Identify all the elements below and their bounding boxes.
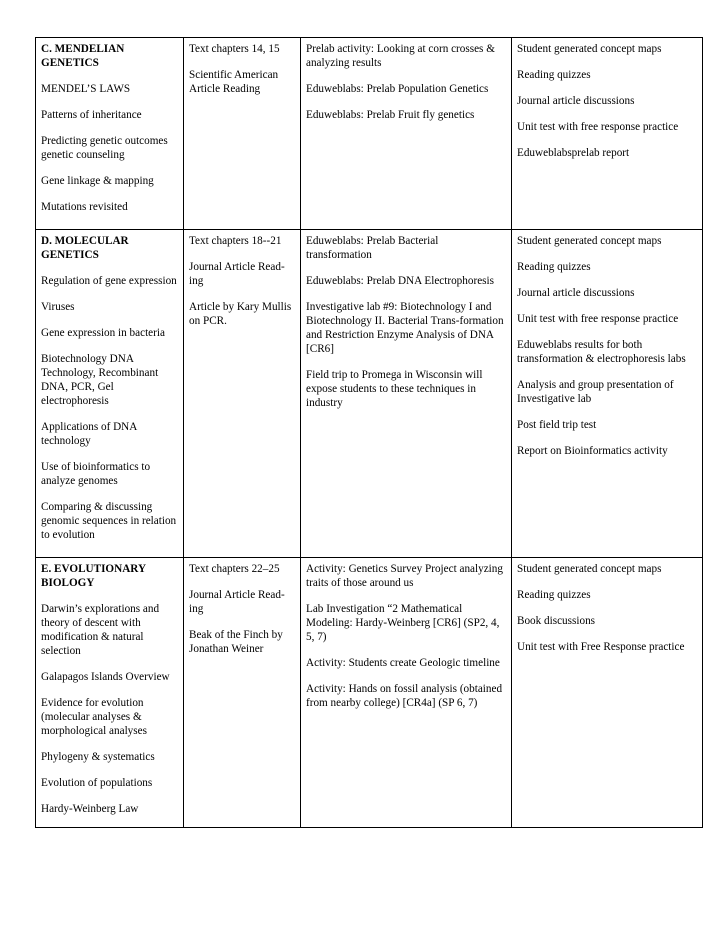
- assessment-item: Reading quizzes: [517, 589, 591, 601]
- topic-item: Regulation of gene expression: [41, 275, 177, 287]
- assessment-item: Post field trip test: [517, 419, 597, 431]
- assessment-item: Unit test with free response practice: [517, 313, 679, 325]
- topics-cell: [36, 230, 184, 558]
- assessment-item: Analysis and group presentation of Investigative lab: [517, 379, 674, 405]
- assessment-item: Reading quizzes: [517, 261, 591, 273]
- readings-cell: [184, 38, 301, 230]
- activitie-item: Eduweblabs: Prelab Fruit fly genetics: [306, 109, 475, 121]
- unit-row: [36, 38, 703, 230]
- reading-item: Text chapters 18--21: [189, 235, 282, 247]
- unit-title: D. MOLECULAR GENETICS: [41, 235, 129, 261]
- topics-cell: [36, 38, 184, 230]
- topic-item: Applications of DNA technology: [41, 421, 137, 447]
- assessment-item: Eduweblabsprelab report: [517, 147, 630, 159]
- topic-item: Phylogeny & systematics: [41, 751, 155, 763]
- activities-cell: [301, 230, 512, 558]
- assessment-item: Student generated concept maps: [517, 43, 662, 55]
- reading-item: Text chapters 14, 15: [189, 43, 280, 55]
- reading-item: Article by Kary Mullis on PCR.: [189, 301, 292, 327]
- activitie-item: Prelab activity: Looking at corn crosses & analyzing results: [306, 43, 495, 69]
- assessment-item: Student generated concept maps: [517, 235, 662, 247]
- topic-item: Galapagos Islands Overview: [41, 671, 170, 683]
- activitie-item: Eduweblabs: Prelab Bacterial transformation: [306, 235, 439, 261]
- topic-item: Comparing & discussing genomic sequences in relation to evolution: [41, 501, 177, 541]
- activities-cell: [301, 558, 512, 828]
- readings-cell: [184, 230, 301, 558]
- assessment-item: Unit test with free response practice: [517, 121, 679, 133]
- readings-cell: [184, 558, 301, 828]
- reading-item: Scientific American Article Reading: [189, 69, 279, 95]
- unit-row: [36, 558, 703, 828]
- assessments-cell: [512, 230, 703, 558]
- assessment-item: Reading quizzes: [517, 69, 591, 81]
- reading-item: Journal Article Read-ing: [189, 589, 285, 615]
- assessments-cell: [512, 38, 703, 230]
- topic-item: Patterns of inheritance: [41, 109, 142, 121]
- activitie-item: Investigative lab #9: Biotechnology I and Biotechnology II. Bacterial Trans-formation and Restriction Enzyme Analysis of DNA [CR6]: [306, 301, 504, 355]
- topic-item: Mutations revisited: [41, 201, 128, 213]
- assessment-item: Journal article discussions: [517, 95, 635, 107]
- activitie-item: Field trip to Promega in Wisconsin will expose students to these techniques in industry: [306, 369, 483, 409]
- activitie-item: Activity: Students create Geologic timeline: [306, 657, 500, 669]
- activitie-item: Lab Investigation “2 Mathematical Modeling: Hardy-Weinberg [CR6] (SP2, 4, 5, 7): [306, 603, 500, 643]
- topic-item: Evolution of populations: [41, 777, 153, 789]
- unit-row: [36, 230, 703, 558]
- topic-item: Evidence for evolution (molecular analyses & morphological analyses: [41, 697, 147, 737]
- topic-item: Viruses: [41, 301, 75, 313]
- topics-cell: [36, 558, 184, 828]
- topic-item: MENDEL’S LAWS: [41, 83, 131, 95]
- activitie-item: Eduweblabs: Prelab Population Genetics: [306, 83, 489, 95]
- reading-item: Journal Article Read-ing: [189, 261, 285, 287]
- activitie-item: Activity: Genetics Survey Project analyzing traits of those around us: [306, 563, 503, 589]
- reading-item: Text chapters 22–25: [189, 563, 280, 575]
- reading-item: Beak of the Finch by Jonathan Weiner: [189, 629, 283, 655]
- topic-item: Gene linkage & mapping: [41, 175, 154, 187]
- syllabus-table: [35, 37, 703, 828]
- assessment-item: Unit test with Free Response practice: [517, 641, 685, 653]
- activitie-item: Activity: Hands on fossil analysis (obtained from nearby college) [CR4a] (SP 6, 7): [306, 683, 503, 709]
- topic-item: Gene expression in bacteria: [41, 327, 165, 339]
- unit-title: E. EVOLUTIONARY BIOLOGY: [41, 563, 146, 589]
- topic-item: Hardy-Weinberg Law: [41, 803, 139, 815]
- activitie-item: Eduweblabs: Prelab DNA Electrophoresis: [306, 275, 494, 287]
- assessment-item: Student generated concept maps: [517, 563, 662, 575]
- topic-item: Predicting genetic outcomes genetic counseling: [41, 135, 168, 161]
- assessment-item: Report on Bioinformatics activity: [517, 445, 668, 457]
- assessment-item: Book discussions: [517, 615, 596, 627]
- unit-title: C. MENDELIAN GENETICS: [41, 43, 125, 69]
- activities-cell: [301, 38, 512, 230]
- assessment-item: Journal article discussions: [517, 287, 635, 299]
- topic-item: Use of bioinformatics to analyze genomes: [41, 461, 151, 487]
- syllabus-body: [36, 38, 703, 828]
- topic-item: Biotechnology DNA Technology, Recombinant DNA, PCR, Gel electrophoresis: [41, 353, 159, 407]
- assessment-item: Eduweblabs results for both transformation & electrophoresis labs: [517, 339, 686, 365]
- assessments-cell: [512, 558, 703, 828]
- topic-item: Darwin’s explorations and theory of descent with modification & natural selection: [41, 603, 160, 657]
